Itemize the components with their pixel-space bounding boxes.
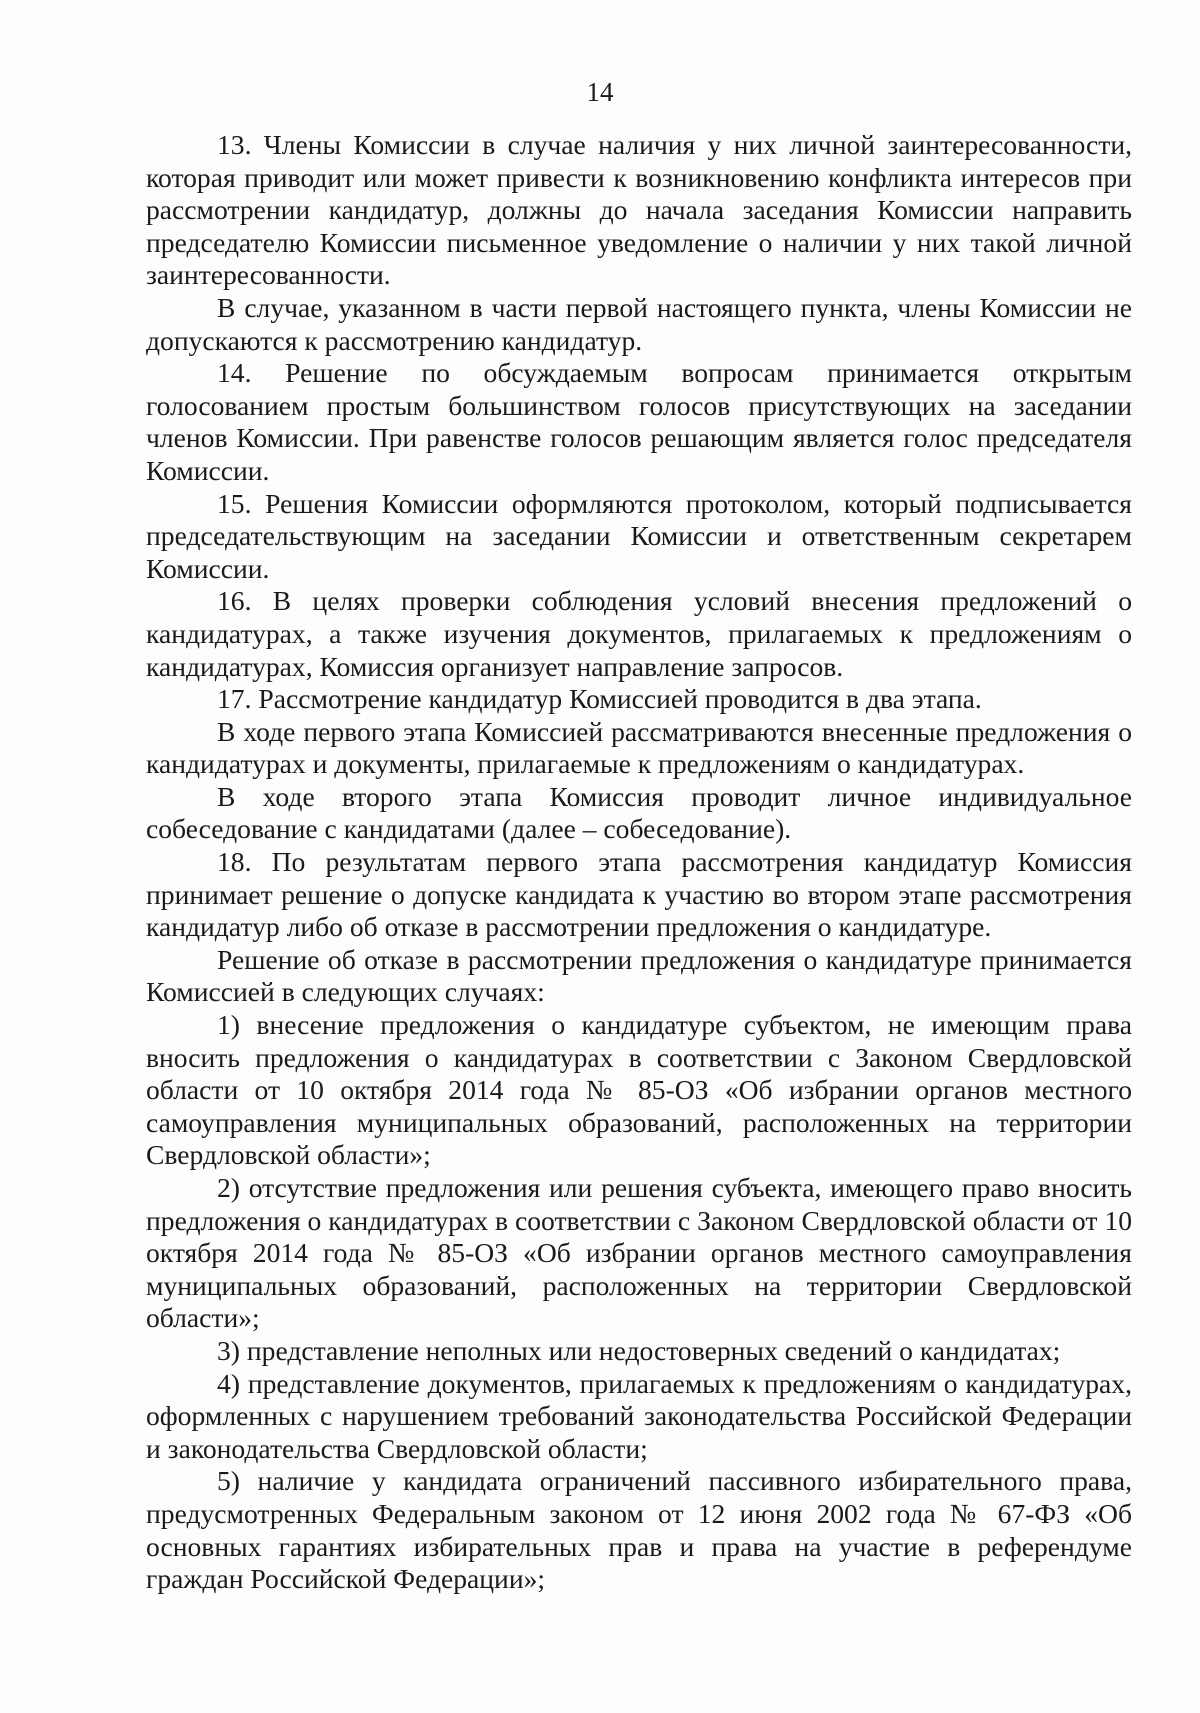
list-item-5: 5) наличие у кандидата ограничений пассивного избирательного права, предусмотренных Федеральным законом от 12 июня 2002 года № 67-ФЗ «Об основных гарантиях избирательных прав и права на участие в референдуме граждан Российской Федерации»; xyxy=(146,1465,1132,1595)
list-item-2: 2) отсутствие предложения или решения субъекта, имеющего право вносить предложения о кандидатурах в соответствии с Законом Свердловской области от 10 октября 2014 года № 85-ОЗ «Об избрании органов местного самоуправления муниципальных образований, расположенных на территории Свердловской области»; xyxy=(146,1172,1132,1334)
list-item-1: 1) внесение предложения о кандидатуре субъектом, не имеющим права вносить предложения о кандидатурах в соответствии с Законом Свердловской области от 10 октября 2014 года № 85-ОЗ «Об избрании органов местного самоуправления муниципальных образований, расположенных на территории Свердловской области»; xyxy=(146,1009,1132,1171)
paragraph-18-part-2: Решение об отказе в рассмотрении предложения о кандидатуре принимается Комиссией в следующих случаях: xyxy=(146,943,1132,1008)
paragraph-17-part-2: В ходе первого этапа Комиссией рассматриваются внесенные предложения о кандидатурах и документы, прилагаемые к предложениям о кандидатурах. xyxy=(146,715,1132,780)
paragraph-16: 16. В целях проверки соблюдения условий внесения предложений о кандидатурах, а также изучения документов, прилагаемых к предложениям о кандидатурах, Комиссия организует направление запросов. xyxy=(146,585,1132,682)
paragraph-15: 15. Решения Комиссии оформляются протоколом, который подписывается председательствующим на заседании Комиссии и ответственным секретарем Комиссии. xyxy=(146,487,1132,584)
list-item-3: 3) представление неполных или недостоверных сведений о кандидатах; xyxy=(217,1334,1061,1366)
paragraph-13: 13. Члены Комиссии в случае наличия у них личной заинтересованности, которая приводит или может привести к возникновению конфликта интересов при рассмотрении кандидатур, должны до начала заседания Комиссии направить председателю Комиссии письменное уведомление о наличии у них такой личной заинтересованности. xyxy=(146,129,1132,291)
paragraph-17-part-3: В ходе второго этапа Комиссия проводит личное индивидуальное собеседование с кандидатами (далее – собеседование). xyxy=(146,780,1132,845)
paragraph-14: 14. Решение по обсуждаемым вопросам принимается открытым голосованием простым большинством голосов присутствующих на заседании членов Комиссии. При равенстве голосов решающим является голос председателя Комиссии. xyxy=(146,357,1132,486)
paragraph-13-part-2: В случае, указанном в части первой настоящего пункта, члены Комиссии не допускаются к рассмотрению кандидатур. xyxy=(146,291,1132,356)
paragraph-17: 17. Рассмотрение кандидатур Комиссией проводится в два этапа. xyxy=(217,683,982,715)
paragraph-18: 18. По результатам первого этапа рассмотрения кандидатур Комиссия принимает решение о допуске кандидата к участию во втором этапе рассмотрения кандидатур либо об отказе в рассмотрении предложения о кандидатуре. xyxy=(146,846,1132,943)
document-body xyxy=(146,129,1132,1596)
page-number: 14 xyxy=(586,77,614,107)
list-item-4: 4) представление документов, прилагаемых к предложениям о кандидатурах, оформленных с нарушением требований законодательства Российской Федерации и законодательства Свердловской области; xyxy=(146,1367,1132,1464)
